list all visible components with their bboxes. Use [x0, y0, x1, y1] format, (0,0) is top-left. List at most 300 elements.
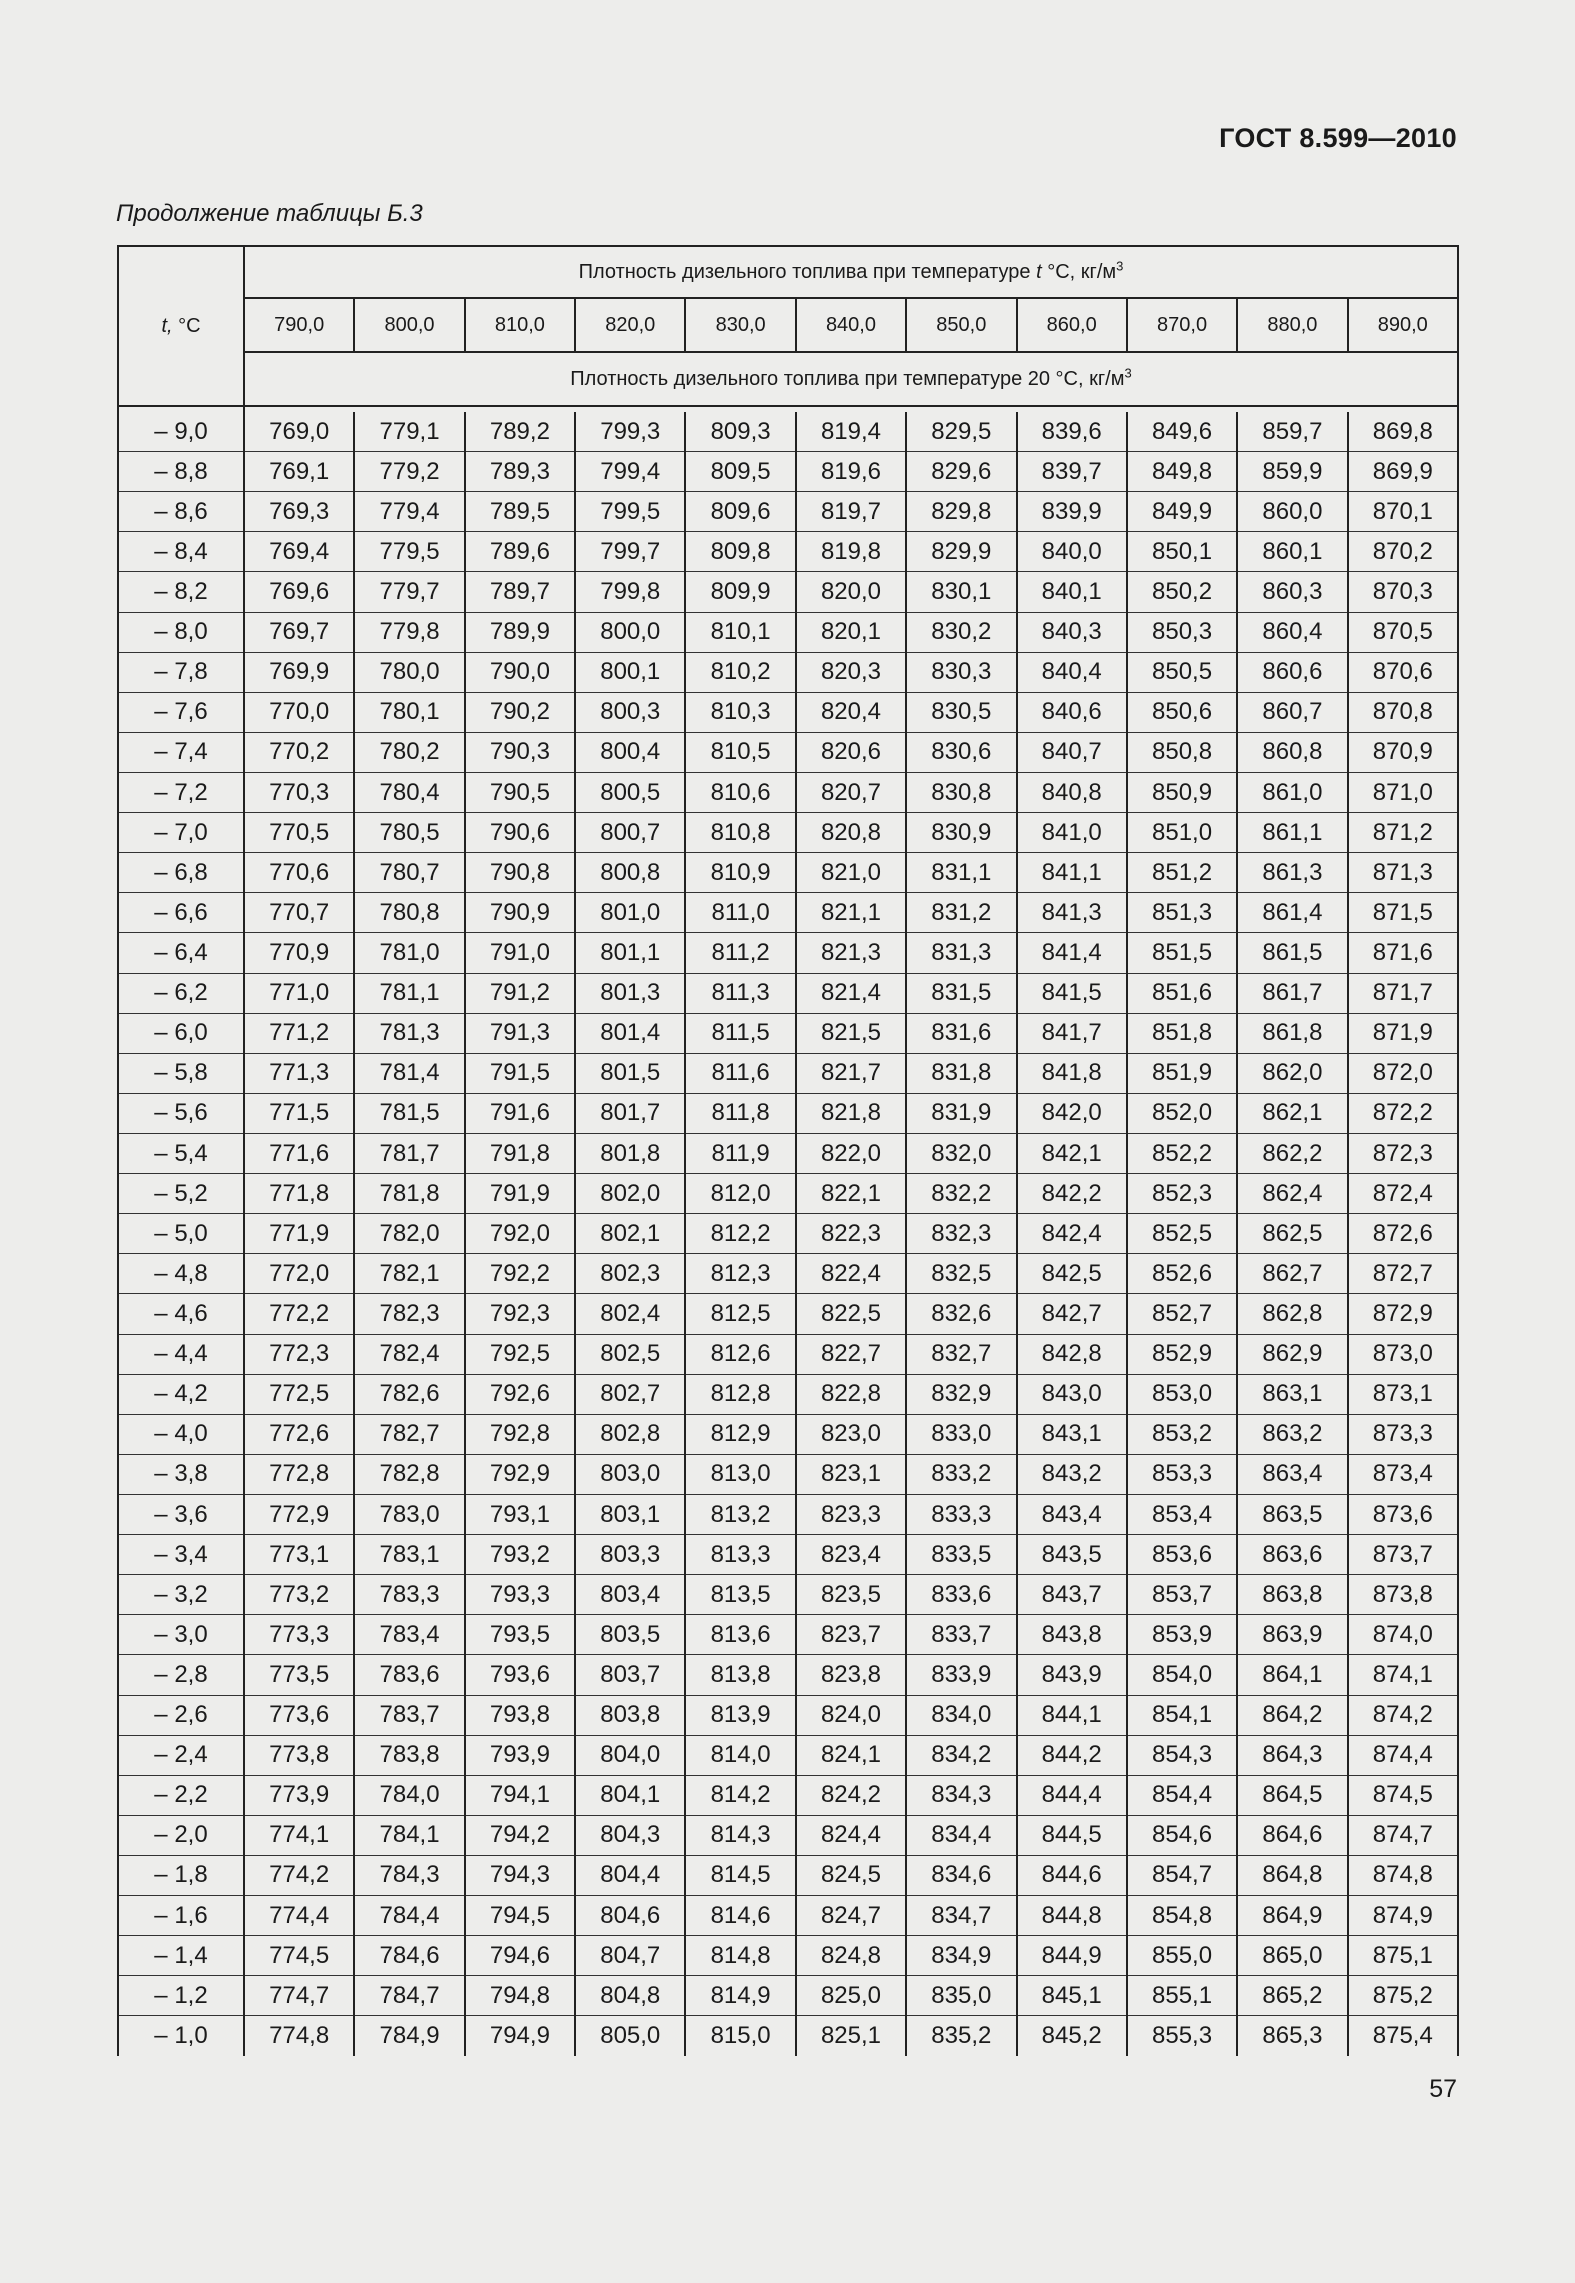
density-value-cell: 873,1 [1348, 1374, 1458, 1414]
density-value-cell: 802,4 [575, 1294, 685, 1334]
density-value-cell: 813,9 [685, 1695, 795, 1735]
density-column-header: 830,0 [685, 298, 795, 352]
density-value-cell: 779,7 [354, 572, 464, 612]
density-value-cell: 829,6 [906, 452, 1016, 492]
density-value-cell: 792,9 [465, 1454, 575, 1494]
density-value-cell: 815,0 [685, 2016, 795, 2056]
density-value-cell: 805,0 [575, 2016, 685, 2056]
density-value-cell: 812,0 [685, 1174, 795, 1214]
temperature-cell: – 2,8 [118, 1655, 244, 1695]
density-value-cell: 860,0 [1237, 492, 1347, 532]
density-value-cell: 873,3 [1348, 1414, 1458, 1454]
density-value-cell: 771,3 [244, 1053, 354, 1093]
density-value-cell: 769,7 [244, 612, 354, 652]
density-value-cell: 820,8 [796, 813, 906, 853]
density-value-cell: 789,6 [465, 532, 575, 572]
density-value-cell: 843,2 [1017, 1454, 1127, 1494]
density-value-cell: 779,8 [354, 612, 464, 652]
density-value-cell: 855,0 [1127, 1936, 1237, 1976]
density-value-cell: 873,6 [1348, 1494, 1458, 1534]
density-value-cell: 822,3 [796, 1214, 906, 1254]
density-value-cell: 791,2 [465, 973, 575, 1013]
density-value-cell: 863,1 [1237, 1374, 1347, 1414]
density-value-cell: 864,3 [1237, 1735, 1347, 1775]
density-value-cell: 841,5 [1017, 973, 1127, 1013]
density-value-cell: 872,4 [1348, 1174, 1458, 1214]
temperature-cell: – 6,6 [118, 893, 244, 933]
table-row [118, 813, 1458, 853]
density-value-cell: 860,1 [1237, 532, 1347, 572]
density-value-cell: 845,2 [1017, 2016, 1127, 2056]
density-value-cell: 769,1 [244, 452, 354, 492]
density-value-cell: 840,3 [1017, 612, 1127, 652]
density-value-cell: 820,1 [796, 612, 906, 652]
density-value-cell: 843,1 [1017, 1414, 1127, 1454]
density-value-cell: 814,2 [685, 1775, 795, 1815]
table-row [118, 1454, 1458, 1494]
density-value-cell: 861,4 [1237, 893, 1347, 933]
density-value-cell: 802,5 [575, 1334, 685, 1374]
density-value-cell: 809,5 [685, 452, 795, 492]
density-value-cell: 863,2 [1237, 1414, 1347, 1454]
density-value-cell: 782,4 [354, 1334, 464, 1374]
density-value-cell: 874,4 [1348, 1735, 1458, 1775]
density-value-cell: 811,0 [685, 893, 795, 933]
density-value-cell: 855,3 [1127, 2016, 1237, 2056]
density-value-cell: 874,2 [1348, 1695, 1458, 1735]
density-value-cell: 770,2 [244, 732, 354, 772]
density-value-cell: 861,1 [1237, 813, 1347, 853]
density-value-cell: 819,8 [796, 532, 906, 572]
density-value-cell: 789,9 [465, 612, 575, 652]
density-value-cell: 872,3 [1348, 1133, 1458, 1173]
density-value-cell: 790,0 [465, 652, 575, 692]
density-value-cell: 873,4 [1348, 1454, 1458, 1494]
density-value-cell: 804,0 [575, 1735, 685, 1775]
density-value-cell: 839,7 [1017, 452, 1127, 492]
density-value-cell: 871,0 [1348, 772, 1458, 812]
density-value-cell: 844,4 [1017, 1775, 1127, 1815]
density-value-cell: 822,4 [796, 1254, 906, 1294]
temperature-cell: – 1,2 [118, 1976, 244, 2016]
density-value-cell: 870,5 [1348, 612, 1458, 652]
table-row [118, 893, 1458, 933]
density-value-cell: 812,3 [685, 1254, 795, 1294]
table-row [118, 732, 1458, 772]
density-value-cell: 844,5 [1017, 1815, 1127, 1855]
table-row [118, 1575, 1458, 1615]
temperature-cell: – 8,2 [118, 572, 244, 612]
density-value-cell: 871,6 [1348, 933, 1458, 973]
density-value-cell: 771,9 [244, 1214, 354, 1254]
density-value-cell: 791,5 [465, 1053, 575, 1093]
table-row [118, 1214, 1458, 1254]
density-value-cell: 772,8 [244, 1454, 354, 1494]
density-value-cell: 830,3 [906, 652, 1016, 692]
table-row [118, 772, 1458, 812]
density-column-header: 860,0 [1017, 298, 1127, 352]
density-value-cell: 820,4 [796, 692, 906, 732]
density-value-cell: 843,7 [1017, 1575, 1127, 1615]
temperature-cell: – 7,4 [118, 732, 244, 772]
density-value-cell: 811,2 [685, 933, 795, 973]
table-row [118, 1494, 1458, 1534]
density-value-cell: 865,2 [1237, 1976, 1347, 2016]
density-at-20c-header [244, 352, 1458, 406]
density-value-cell: 783,6 [354, 1655, 464, 1695]
density-value-cell: 833,2 [906, 1454, 1016, 1494]
density-value-cell: 871,2 [1348, 813, 1458, 853]
density-column-header: 870,0 [1127, 298, 1237, 352]
density-value-cell: 833,7 [906, 1615, 1016, 1655]
density-value-cell: 822,5 [796, 1294, 906, 1334]
table-row [118, 1855, 1458, 1895]
density-value-cell: 861,3 [1237, 853, 1347, 893]
table-row [118, 1174, 1458, 1214]
density-value-cell: 853,7 [1127, 1575, 1237, 1615]
density-value-cell: 854,6 [1127, 1815, 1237, 1855]
density-value-cell: 841,0 [1017, 813, 1127, 853]
density-value-cell: 830,6 [906, 732, 1016, 772]
density-value-cell: 854,1 [1127, 1695, 1237, 1735]
density-value-cell: 801,1 [575, 933, 685, 973]
density-value-cell: 842,1 [1017, 1133, 1127, 1173]
table-body [118, 412, 1458, 2056]
density-value-cell: 829,8 [906, 492, 1016, 532]
standard-designation: ГОСТ 8.599—2010 [1219, 123, 1457, 153]
density-value-cell: 791,3 [465, 1013, 575, 1053]
density-value-cell: 833,5 [906, 1535, 1016, 1575]
density-value-cell: 779,2 [354, 452, 464, 492]
density-value-cell: 850,2 [1127, 572, 1237, 612]
density-value-cell: 859,9 [1237, 452, 1347, 492]
temperature-cell: – 4,4 [118, 1334, 244, 1374]
density-value-cell: 810,8 [685, 813, 795, 853]
density-value-cell: 829,9 [906, 532, 1016, 572]
density-value-cell: 769,9 [244, 652, 354, 692]
density-value-cell: 780,7 [354, 853, 464, 893]
density-value-cell: 803,7 [575, 1655, 685, 1695]
density-value-cell: 781,0 [354, 933, 464, 973]
density-value-cell: 770,5 [244, 813, 354, 853]
density-value-cell: 870,2 [1348, 532, 1458, 572]
density-value-cell: 842,4 [1017, 1214, 1127, 1254]
density-value-cell: 850,9 [1127, 772, 1237, 812]
density-value-cell: 782,0 [354, 1214, 464, 1254]
density-value-cell: 809,9 [685, 572, 795, 612]
density-value-cell: 814,8 [685, 1936, 795, 1976]
density-value-cell: 852,5 [1127, 1214, 1237, 1254]
density-value-cell: 804,3 [575, 1815, 685, 1855]
density-value-cell: 865,0 [1237, 1936, 1347, 1976]
density-value-cell: 793,3 [465, 1575, 575, 1615]
density-value-cell: 874,7 [1348, 1815, 1458, 1855]
density-value-cell: 840,8 [1017, 772, 1127, 812]
density-value-cell: 773,8 [244, 1735, 354, 1775]
density-value-cell: 841,3 [1017, 893, 1127, 933]
density-value-cell: 780,5 [354, 813, 464, 853]
density-value-cell: 871,7 [1348, 973, 1458, 1013]
density-value-cell: 811,9 [685, 1133, 795, 1173]
density-value-cell: 800,8 [575, 853, 685, 893]
table-row [118, 1013, 1458, 1053]
temperature-cell: – 4,8 [118, 1254, 244, 1294]
density-value-cell: 831,9 [906, 1093, 1016, 1133]
density-value-cell: 793,2 [465, 1535, 575, 1575]
temperature-cell: – 2,0 [118, 1815, 244, 1855]
density-value-cell: 812,5 [685, 1294, 795, 1334]
density-value-cell: 819,6 [796, 452, 906, 492]
density-value-cell: 851,9 [1127, 1053, 1237, 1093]
table-row [118, 1815, 1458, 1855]
density-value-cell: 872,6 [1348, 1214, 1458, 1254]
density-value-cell: 812,9 [685, 1414, 795, 1454]
density-value-cell: 811,6 [685, 1053, 795, 1093]
density-value-cell: 850,3 [1127, 612, 1237, 652]
density-value-cell: 793,8 [465, 1695, 575, 1735]
density-column-header: 850,0 [906, 298, 1016, 352]
density-value-cell: 789,5 [465, 492, 575, 532]
density-value-cell: 790,9 [465, 893, 575, 933]
density-value-cell: 850,6 [1127, 692, 1237, 732]
density-value-cell: 870,9 [1348, 732, 1458, 772]
density-value-cell: 844,2 [1017, 1735, 1127, 1775]
density-value-cell: 871,9 [1348, 1013, 1458, 1053]
density-value-cell: 822,0 [796, 1133, 906, 1173]
temperature-cell: – 1,8 [118, 1855, 244, 1895]
density-value-cell: 874,8 [1348, 1855, 1458, 1895]
density-column-header: 890,0 [1348, 298, 1458, 352]
density-value-cell: 801,8 [575, 1133, 685, 1173]
density-value-cell: 774,5 [244, 1936, 354, 1976]
density-value-cell: 864,9 [1237, 1896, 1347, 1936]
density-value-cell: 822,1 [796, 1174, 906, 1214]
density-value-cell: 809,8 [685, 532, 795, 572]
density-value-cell: 803,0 [575, 1454, 685, 1494]
density-value-cell: 799,7 [575, 532, 685, 572]
density-value-cell: 830,9 [906, 813, 1016, 853]
density-value-cell: 789,3 [465, 452, 575, 492]
density-value-cell: 770,9 [244, 933, 354, 973]
density-value-cell: 794,6 [465, 1936, 575, 1976]
density-value-cell: 811,3 [685, 973, 795, 1013]
density-value-cell: 790,3 [465, 732, 575, 772]
density-value-cell: 830,5 [906, 692, 1016, 732]
density-value-cell: 841,4 [1017, 933, 1127, 973]
density-value-cell: 860,7 [1237, 692, 1347, 732]
density-value-cell: 862,8 [1237, 1294, 1347, 1334]
table-row [118, 1374, 1458, 1414]
density-value-cell: 850,5 [1127, 652, 1237, 692]
density-value-cell: 771,2 [244, 1013, 354, 1053]
density-value-cell: 810,1 [685, 612, 795, 652]
density-value-cell: 802,7 [575, 1374, 685, 1414]
density-value-cell: 870,3 [1348, 572, 1458, 612]
density-value-cell: 840,4 [1017, 652, 1127, 692]
density-value-cell: 853,9 [1127, 1615, 1237, 1655]
density-value-cell: 803,5 [575, 1615, 685, 1655]
density-value-cell: 772,6 [244, 1414, 354, 1454]
density-value-cell: 824,7 [796, 1896, 906, 1936]
density-value-cell: 790,6 [465, 813, 575, 853]
density-value-cell: 804,8 [575, 1976, 685, 2016]
density-value-cell: 832,9 [906, 1374, 1016, 1414]
density-value-cell: 813,6 [685, 1615, 795, 1655]
density-value-cell: 802,1 [575, 1214, 685, 1254]
density-value-cell: 800,1 [575, 652, 685, 692]
density-value-cell: 794,8 [465, 1976, 575, 2016]
density-value-cell: 823,1 [796, 1454, 906, 1494]
table-row [118, 1133, 1458, 1173]
table-row [118, 1254, 1458, 1294]
density-value-cell: 803,3 [575, 1535, 685, 1575]
density-value-cell: 803,4 [575, 1575, 685, 1615]
density-value-cell: 834,6 [906, 1855, 1016, 1895]
density-value-cell: 822,8 [796, 1374, 906, 1414]
table-row [118, 1896, 1458, 1936]
temperature-cell: – 7,2 [118, 772, 244, 812]
density-value-cell: 774,2 [244, 1855, 354, 1895]
temperature-cell: – 6,8 [118, 853, 244, 893]
density-value-cell: 854,0 [1127, 1655, 1237, 1695]
density-value-cell: 821,5 [796, 1013, 906, 1053]
temperature-cell: – 9,0 [118, 412, 244, 452]
density-value-cell: 791,6 [465, 1093, 575, 1133]
density-value-cell: 821,0 [796, 853, 906, 893]
density-value-cell: 870,6 [1348, 652, 1458, 692]
table-row [118, 1093, 1458, 1133]
density-value-cell: 863,8 [1237, 1575, 1347, 1615]
table-row [118, 1334, 1458, 1374]
density-value-cell: 872,0 [1348, 1053, 1458, 1093]
density-value-cell: 862,5 [1237, 1214, 1347, 1254]
density-value-cell: 809,3 [685, 412, 795, 452]
density-value-cell: 834,4 [906, 1815, 1016, 1855]
density-value-cell: 812,2 [685, 1214, 795, 1254]
density-value-cell: 771,0 [244, 973, 354, 1013]
density-value-cell: 783,8 [354, 1735, 464, 1775]
density-value-cell: 819,4 [796, 412, 906, 452]
density-value-cell: 834,7 [906, 1896, 1016, 1936]
density-value-cell: 834,0 [906, 1695, 1016, 1735]
temperature-cell: – 4,0 [118, 1414, 244, 1454]
density-value-cell: 849,9 [1127, 492, 1237, 532]
density-value-cell: 781,4 [354, 1053, 464, 1093]
table-row [118, 1535, 1458, 1575]
density-column-header: 820,0 [575, 298, 685, 352]
density-value-cell: 873,7 [1348, 1535, 1458, 1575]
density-value-cell: 804,4 [575, 1855, 685, 1895]
density-value-cell: 779,1 [354, 412, 464, 452]
density-value-cell: 851,8 [1127, 1013, 1237, 1053]
density-value-cell: 861,8 [1237, 1013, 1347, 1053]
density-value-cell: 814,9 [685, 1976, 795, 2016]
density-value-cell: 864,2 [1237, 1695, 1347, 1735]
density-value-cell: 771,8 [244, 1174, 354, 1214]
density-value-cell: 830,8 [906, 772, 1016, 812]
table-row [118, 1655, 1458, 1695]
density-value-cell: 864,5 [1237, 1775, 1347, 1815]
density-value-cell: 780,8 [354, 893, 464, 933]
density-value-cell: 792,5 [465, 1334, 575, 1374]
table-row [118, 1294, 1458, 1334]
density-value-cell: 794,3 [465, 1855, 575, 1895]
density-value-cell: 861,0 [1237, 772, 1347, 812]
density-value-cell: 820,0 [796, 572, 906, 612]
density-value-cell: 832,0 [906, 1133, 1016, 1173]
density-column-header: 800,0 [354, 298, 464, 352]
temperature-column-header [118, 246, 244, 406]
density-column-header: 880,0 [1237, 298, 1347, 352]
density-value-cell: 823,8 [796, 1655, 906, 1695]
density-value-cell: 821,4 [796, 973, 906, 1013]
density-value-cell: 824,4 [796, 1815, 906, 1855]
density-value-cell: 825,0 [796, 1976, 906, 2016]
density-value-cell: 834,2 [906, 1735, 1016, 1775]
density-value-cell: 800,4 [575, 732, 685, 772]
density-value-cell: 784,7 [354, 1976, 464, 2016]
density-value-cell: 814,5 [685, 1855, 795, 1895]
density-value-cell: 831,1 [906, 853, 1016, 893]
density-value-cell: 851,5 [1127, 933, 1237, 973]
temperature-cell: – 6,4 [118, 933, 244, 973]
density-value-cell: 845,1 [1017, 1976, 1127, 2016]
density-value-cell: 831,2 [906, 893, 1016, 933]
density-value-cell: 781,5 [354, 1093, 464, 1133]
density-value-cell: 813,5 [685, 1575, 795, 1615]
density-value-cell: 813,0 [685, 1454, 795, 1494]
density-value-cell: 784,3 [354, 1855, 464, 1895]
density-value-cell: 782,3 [354, 1294, 464, 1334]
table-row [118, 2016, 1458, 2056]
density-value-cell: 870,8 [1348, 692, 1458, 732]
density-value-cell: 774,1 [244, 1815, 354, 1855]
density-value-cell: 820,6 [796, 732, 906, 772]
density-value-cell: 773,2 [244, 1575, 354, 1615]
table-row [118, 1695, 1458, 1735]
density-value-cell: 782,1 [354, 1254, 464, 1294]
density-value-cell: 790,2 [465, 692, 575, 732]
density-value-cell: 771,5 [244, 1093, 354, 1133]
density-value-cell: 853,0 [1127, 1374, 1237, 1414]
density-value-cell: 862,1 [1237, 1093, 1347, 1133]
density-value-cell: 783,0 [354, 1494, 464, 1534]
density-value-cell: 802,0 [575, 1174, 685, 1214]
density-value-cell: 865,3 [1237, 2016, 1347, 2056]
density-value-cell: 772,9 [244, 1494, 354, 1534]
density-value-cell: 792,2 [465, 1254, 575, 1294]
density-value-cell: 852,9 [1127, 1334, 1237, 1374]
table-row [118, 1936, 1458, 1976]
density-value-cell: 849,6 [1127, 412, 1237, 452]
density-value-cell: 842,5 [1017, 1254, 1127, 1294]
density-value-cell: 824,8 [796, 1936, 906, 1976]
density-value-cell: 861,5 [1237, 933, 1347, 973]
density-value-cell: 800,0 [575, 612, 685, 652]
density-value-cell: 794,5 [465, 1896, 575, 1936]
density-value-cell: 831,6 [906, 1013, 1016, 1053]
temperature-symbol: t, [161, 314, 173, 337]
temperature-cell: – 4,6 [118, 1294, 244, 1334]
density-value-cell: 844,6 [1017, 1855, 1127, 1895]
density-value-cell: 823,3 [796, 1494, 906, 1534]
density-value-cell: 840,0 [1017, 532, 1127, 572]
density-value-cell: 772,5 [244, 1374, 354, 1414]
density-value-cell: 839,9 [1017, 492, 1127, 532]
density-value-cell: 801,7 [575, 1093, 685, 1133]
density-value-cell: 849,8 [1127, 452, 1237, 492]
density-value-cell: 843,0 [1017, 1374, 1127, 1414]
